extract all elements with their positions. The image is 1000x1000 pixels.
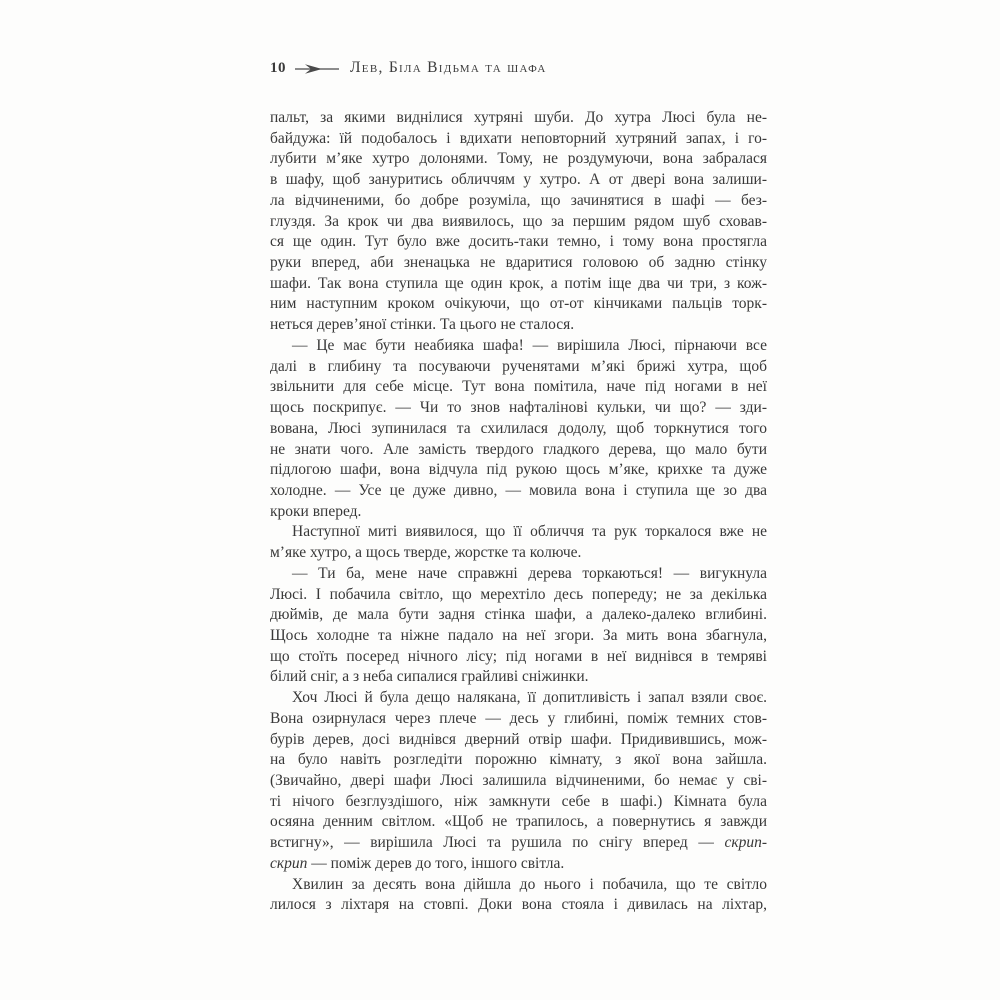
text-line: Вона озирнулася через плече — десь у глибині, поміж темних стов- (270, 709, 767, 727)
arrow-ornament-icon (295, 63, 339, 75)
paragraph (270, 875, 767, 916)
text-line: холодне. — Усе це дуже дивно, — мовила вона і ступила ще зо два (270, 481, 767, 499)
text-line: неться дерев’яної стінки. Та цього не сталося. (270, 316, 575, 334)
text-line: м’яке хутро, а щось тверде, жорстке та колюче. (270, 544, 582, 562)
text-line: (Звичайно, двері шафи Люсі залишила відчиненими, бо немає у сві- (270, 772, 767, 789)
text-line: ся ще один. Тут було вже досить-таки темно, і тому вона простягла (270, 233, 767, 251)
italic-text: скрип- (724, 834, 767, 852)
text-line: на було навіть розгледіти порожню кімнату, з якої вона зайшла. (270, 751, 767, 769)
text-line: дюймів, де мала бути задня стінка шафи, а далеко-далеко вглибині. (270, 606, 767, 624)
text-line: байдужа: їй подобалось і вдихати неповторний хутряний запах, і го- (270, 129, 767, 147)
text-line: лубити м’яке хутро долонями. Тому, не роздумуючи, вона забралася (270, 150, 767, 168)
paragraph (270, 522, 767, 563)
text-line: глуздя. За крок чи два виявилось, що за першим рядом шуб сховав- (270, 212, 767, 230)
text-line: лилося з ліхтаря на стовпі. Доки вона стояла і дивилась на ліхтар, (270, 896, 767, 914)
page-header (270, 58, 767, 78)
text-line: не знати чого. Але замість твердого гладкого дерева, що мало бути (270, 440, 767, 458)
text-line: Хоч Люсі й була дещо налякана, її допитливість і запал взяли своє. (292, 689, 767, 707)
text-line (270, 854, 767, 875)
paragraph (270, 336, 767, 522)
text-line: руки вперед, аби зненацька не вдаритися головою об задню стінку (270, 254, 767, 272)
text-line: — Це має бути неабияка шафа! — вирішила Люсі, пірнаючи все (292, 336, 767, 354)
text-line: далі в глибину та посуваючи рученятами м’які брижі хутра, щоб (270, 357, 767, 375)
paragraph (270, 564, 767, 688)
text-line: Щось холодне та ніжне падало на неї згори. За мить вона збагнула, (270, 626, 767, 644)
text-line: щось поскрипує. — Чи то знов нафталінові кульки, чи що? — зди- (270, 399, 767, 417)
text-line: ті нічого безглуздішого, ніж замкнути себе в шафі.) Кімната була (270, 792, 767, 810)
paragraph (270, 688, 767, 874)
text-line: Наступної миті виявилося, що її обличчя та рук торкалося вже не (292, 523, 767, 541)
text-line: вована, Люсі зупинилася та схилилася додолу, щоб торкнутися того (270, 419, 767, 437)
body-text (270, 108, 767, 916)
text-line: кроки вперед. (270, 502, 362, 520)
text-line: осяяна денним світлом. «Щоб не трапилось, а повернутись я завжди (270, 813, 767, 831)
text-line: звільнити для себе місце. Тут вона помітила, наче під ногами в неї (270, 378, 767, 396)
text-line: що стоїть посеред нічного лісу; під ногами в неї виднівся в темряві (270, 647, 767, 665)
plain-text: встигну», — вирішила Люсі та рушила по снігу вперед — (270, 834, 725, 852)
plain-text: — поміж дерев до того, іншого світла. (307, 854, 565, 872)
text-line (270, 833, 767, 854)
text-line: пальт, за якими виднілися хутряні шуби. До хутра Люсі була не- (270, 109, 767, 126)
text-line: ла відчиненими, бо добре розуміла, що зачинятися в шафі — без- (270, 191, 767, 209)
text-line: Хвилин за десять вона дійшла до нього і побачила, що те світло (292, 875, 767, 893)
running-title: Лев, Біла Відьма та шафа (350, 59, 547, 76)
text-line: — Ти ба, мене наче справжні дерева торкаються! — вигукнула (292, 564, 767, 582)
paragraph (270, 108, 767, 336)
text-line: білий сніг, а з неба сипалися грайливі сніжинки. (270, 668, 589, 686)
italic-text: скрип (270, 854, 308, 872)
text-line: шафи. Так вона ступила ще один крок, а потім іще два чи три, з кож- (270, 274, 767, 292)
text-line: в шафу, щоб зануритись обличчям у хутро. А от двері вона залиши- (270, 171, 767, 189)
text-line: бурів дерев, досі виднівся дверний отвір шафи. Придивившись, мож- (270, 730, 767, 748)
text-line: підлогою шафи, вона відчула під рукою щось м’яке, крихке та дуже (270, 461, 767, 479)
page-number: 10 (270, 59, 286, 76)
text-line: Люсі. І побачила світло, що мерехтіло десь попереду; не за декілька (270, 585, 767, 603)
text-line: ним наступним кроком очікуючи, що от-от кінчиками пальців торк- (270, 295, 767, 313)
